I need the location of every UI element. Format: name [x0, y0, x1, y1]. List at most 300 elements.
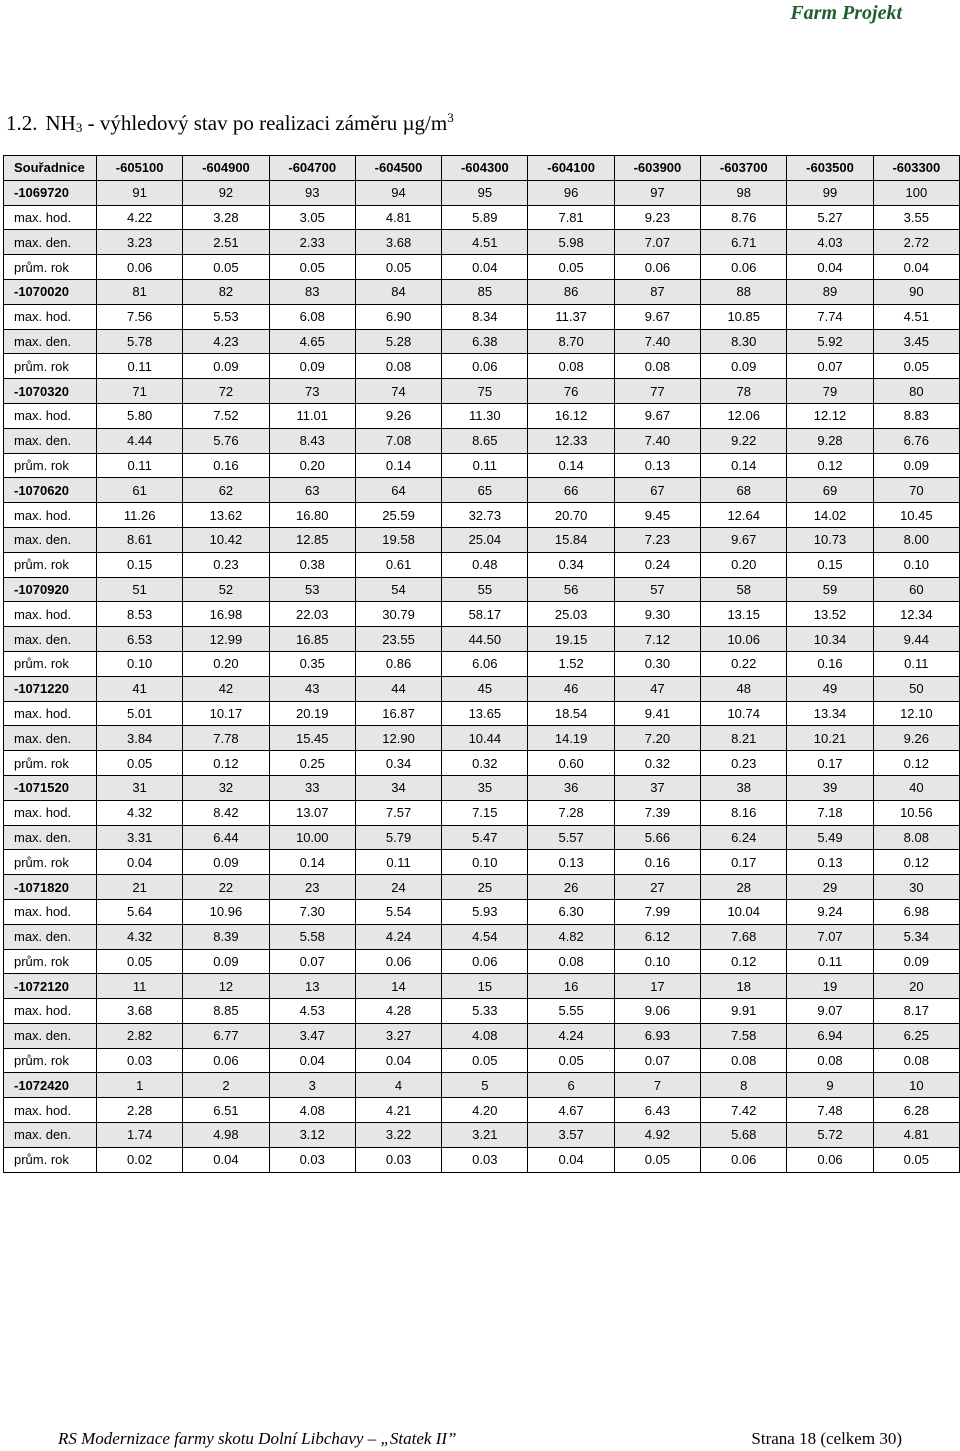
point-number-cell: 8	[701, 1073, 787, 1098]
value-cell: 3.47	[269, 1023, 355, 1048]
value-cell: 0.15	[787, 552, 873, 577]
value-cell: 3.45	[873, 329, 959, 354]
value-cell: 5.68	[701, 1123, 787, 1148]
value-cell: 0.05	[873, 354, 959, 379]
metric-label-cell: prům. rok	[4, 1048, 97, 1073]
value-cell: 0.09	[269, 354, 355, 379]
point-number-cell: 3	[269, 1073, 355, 1098]
point-number-cell: 10	[873, 1073, 959, 1098]
value-cell: 5.79	[355, 825, 441, 850]
value-cell: 0.08	[701, 1048, 787, 1073]
point-number-cell: 95	[442, 180, 528, 205]
value-cell: 4.98	[183, 1123, 269, 1148]
point-number-cell: 77	[614, 379, 700, 404]
point-number-cell: 72	[183, 379, 269, 404]
table-row	[4, 924, 960, 949]
metric-label-cell: max. hod.	[4, 1098, 97, 1123]
value-cell: 9.67	[614, 304, 700, 329]
value-cell: 2.28	[97, 1098, 183, 1123]
value-cell: 13.62	[183, 503, 269, 528]
value-cell: 0.10	[442, 850, 528, 875]
point-number-cell: 16	[528, 974, 614, 999]
value-cell: 0.11	[442, 453, 528, 478]
table-row	[4, 205, 960, 230]
value-cell: 0.09	[183, 949, 269, 974]
value-cell: 58.17	[442, 602, 528, 627]
value-cell: 9.28	[787, 428, 873, 453]
value-cell: 6.44	[183, 825, 269, 850]
value-cell: 0.05	[442, 1048, 528, 1073]
table-row	[4, 850, 960, 875]
value-cell: 6.08	[269, 304, 355, 329]
metric-label-cell: max. den.	[4, 1123, 97, 1148]
y-coord-cell: -1071820	[4, 875, 97, 900]
value-cell: 0.04	[528, 1147, 614, 1172]
value-cell: 12.10	[873, 701, 959, 726]
value-cell: 9.41	[614, 701, 700, 726]
value-cell: 5.80	[97, 403, 183, 428]
value-cell: 3.22	[355, 1123, 441, 1148]
value-cell: 7.74	[787, 304, 873, 329]
value-cell: 5.47	[442, 825, 528, 850]
point-number-cell: 87	[614, 279, 700, 304]
header-x-coord-cell: -604900	[183, 156, 269, 181]
point-number-cell: 60	[873, 577, 959, 602]
value-cell: 0.05	[614, 1147, 700, 1172]
value-cell: 7.42	[701, 1098, 787, 1123]
value-cell: 7.28	[528, 800, 614, 825]
value-cell: 25.59	[355, 503, 441, 528]
point-number-cell: 26	[528, 875, 614, 900]
point-number-cell: 68	[701, 478, 787, 503]
value-cell: 16.98	[183, 602, 269, 627]
point-number-cell: 94	[355, 180, 441, 205]
point-number-cell: 91	[97, 180, 183, 205]
value-cell: 13.65	[442, 701, 528, 726]
value-cell: 0.14	[269, 850, 355, 875]
table-row	[4, 602, 960, 627]
value-cell: 10.85	[701, 304, 787, 329]
metric-label-cell: max. hod.	[4, 899, 97, 924]
value-cell: 4.21	[355, 1098, 441, 1123]
concentration-table	[3, 155, 960, 1173]
value-cell: 10.74	[701, 701, 787, 726]
value-cell: 8.21	[701, 726, 787, 751]
point-number-cell: 47	[614, 676, 700, 701]
point-number-cell: 98	[701, 180, 787, 205]
section-title	[6, 110, 454, 136]
footer-page-number: Strana 18 (celkem 30)	[751, 1429, 902, 1448]
value-cell: 9.45	[614, 503, 700, 528]
value-cell: 0.17	[787, 751, 873, 776]
point-number-cell: 19	[787, 974, 873, 999]
value-cell: 10.21	[787, 726, 873, 751]
value-cell: 3.68	[97, 999, 183, 1024]
value-cell: 9.06	[614, 999, 700, 1024]
point-number-cell: 49	[787, 676, 873, 701]
value-cell: 12.34	[873, 602, 959, 627]
value-cell: 32.73	[442, 503, 528, 528]
value-cell: 4.51	[873, 304, 959, 329]
value-cell: 5.55	[528, 999, 614, 1024]
value-cell: 7.81	[528, 205, 614, 230]
table-row	[4, 1123, 960, 1148]
value-cell: 0.11	[97, 354, 183, 379]
value-cell: 0.22	[701, 651, 787, 676]
value-cell: 0.08	[614, 354, 700, 379]
value-cell: 0.04	[787, 255, 873, 280]
value-cell: 0.08	[528, 949, 614, 974]
point-number-cell: 80	[873, 379, 959, 404]
header-x-coord-cell: -603700	[701, 156, 787, 181]
table-header-row	[4, 156, 960, 181]
table-row	[4, 1048, 960, 1073]
value-cell: 4.28	[355, 999, 441, 1024]
value-cell: 11.30	[442, 403, 528, 428]
y-coord-cell: -1071220	[4, 676, 97, 701]
header-x-coord-cell: -604300	[442, 156, 528, 181]
value-cell: 5.66	[614, 825, 700, 850]
point-number-cell: 7	[614, 1073, 700, 1098]
value-cell: 0.16	[614, 850, 700, 875]
value-cell: 4.24	[528, 1023, 614, 1048]
value-cell: 19.15	[528, 627, 614, 652]
value-cell: 0.05	[183, 255, 269, 280]
value-cell: 0.12	[787, 453, 873, 478]
metric-label-cell: max. hod.	[4, 403, 97, 428]
point-number-cell: 89	[787, 279, 873, 304]
value-cell: 7.15	[442, 800, 528, 825]
value-cell: 0.10	[614, 949, 700, 974]
value-cell: 0.05	[873, 1147, 959, 1172]
metric-label-cell: max. den.	[4, 428, 97, 453]
value-cell: 8.30	[701, 329, 787, 354]
metric-label-cell: prům. rok	[4, 751, 97, 776]
point-number-cell: 64	[355, 478, 441, 503]
value-cell: 0.12	[873, 850, 959, 875]
point-number-cell: 40	[873, 775, 959, 800]
table-row	[4, 726, 960, 751]
y-coord-cell: -1070020	[4, 279, 97, 304]
point-number-cell: 82	[183, 279, 269, 304]
value-cell: 6.12	[614, 924, 700, 949]
value-cell: 0.04	[183, 1147, 269, 1172]
value-cell: 0.12	[183, 751, 269, 776]
point-number-cell: 39	[787, 775, 873, 800]
coordinate-row	[4, 577, 960, 602]
value-cell: 20.70	[528, 503, 614, 528]
value-cell: 5.34	[873, 924, 959, 949]
value-cell: 18.54	[528, 701, 614, 726]
value-cell: 0.86	[355, 651, 441, 676]
value-cell: 0.34	[528, 552, 614, 577]
table-row	[4, 899, 960, 924]
value-cell: 3.27	[355, 1023, 441, 1048]
value-cell: 6.28	[873, 1098, 959, 1123]
value-cell: 9.26	[355, 403, 441, 428]
value-cell: 6.30	[528, 899, 614, 924]
point-number-cell: 100	[873, 180, 959, 205]
value-cell: 44.50	[442, 627, 528, 652]
value-cell: 0.05	[269, 255, 355, 280]
value-cell: 9.07	[787, 999, 873, 1024]
value-cell: 0.16	[787, 651, 873, 676]
header-x-coord-cell: -604700	[269, 156, 355, 181]
value-cell: 6.51	[183, 1098, 269, 1123]
value-cell: 0.04	[355, 1048, 441, 1073]
metric-label-cell: max. den.	[4, 527, 97, 552]
value-cell: 2.72	[873, 230, 959, 255]
value-cell: 8.70	[528, 329, 614, 354]
value-cell: 16.80	[269, 503, 355, 528]
value-cell: 0.12	[873, 751, 959, 776]
point-number-cell: 35	[442, 775, 528, 800]
point-number-cell: 86	[528, 279, 614, 304]
title-subscript: 3	[75, 120, 83, 135]
point-number-cell: 74	[355, 379, 441, 404]
title-text: - výhledový stav po realizaci záměru µg/m	[82, 111, 448, 135]
value-cell: 9.91	[701, 999, 787, 1024]
metric-label-cell: prům. rok	[4, 850, 97, 875]
point-number-cell: 6	[528, 1073, 614, 1098]
value-cell: 7.68	[701, 924, 787, 949]
point-number-cell: 88	[701, 279, 787, 304]
y-coord-cell: -1071520	[4, 775, 97, 800]
header-label-cell: Souřadnice	[4, 156, 97, 181]
table-row	[4, 651, 960, 676]
value-cell: 10.17	[183, 701, 269, 726]
value-cell: 12.12	[787, 403, 873, 428]
value-cell: 1.74	[97, 1123, 183, 1148]
value-cell: 4.81	[873, 1123, 959, 1148]
point-number-cell: 48	[701, 676, 787, 701]
point-number-cell: 69	[787, 478, 873, 503]
value-cell: 5.92	[787, 329, 873, 354]
value-cell: 0.06	[97, 255, 183, 280]
value-cell: 3.23	[97, 230, 183, 255]
value-cell: 7.48	[787, 1098, 873, 1123]
table-row	[4, 627, 960, 652]
value-cell: 4.24	[355, 924, 441, 949]
value-cell: 6.71	[701, 230, 787, 255]
metric-label-cell: max. hod.	[4, 304, 97, 329]
table-row	[4, 800, 960, 825]
point-number-cell: 63	[269, 478, 355, 503]
value-cell: 4.53	[269, 999, 355, 1024]
value-cell: 3.28	[183, 205, 269, 230]
value-cell: 7.99	[614, 899, 700, 924]
value-cell: 7.39	[614, 800, 700, 825]
metric-label-cell: prům. rok	[4, 651, 97, 676]
point-number-cell: 32	[183, 775, 269, 800]
point-number-cell: 42	[183, 676, 269, 701]
value-cell: 5.27	[787, 205, 873, 230]
value-cell: 10.06	[701, 627, 787, 652]
value-cell: 5.72	[787, 1123, 873, 1148]
value-cell: 0.13	[787, 850, 873, 875]
point-number-cell: 51	[97, 577, 183, 602]
point-number-cell: 44	[355, 676, 441, 701]
value-cell: 0.06	[701, 255, 787, 280]
value-cell: 7.56	[97, 304, 183, 329]
value-cell: 0.09	[873, 453, 959, 478]
value-cell: 3.31	[97, 825, 183, 850]
value-cell: 6.94	[787, 1023, 873, 1048]
point-number-cell: 45	[442, 676, 528, 701]
value-cell: 6.43	[614, 1098, 700, 1123]
value-cell: 5.78	[97, 329, 183, 354]
value-cell: 0.10	[873, 552, 959, 577]
value-cell: 8.43	[269, 428, 355, 453]
table-row	[4, 552, 960, 577]
table-row	[4, 825, 960, 850]
value-cell: 0.09	[183, 354, 269, 379]
point-number-cell: 65	[442, 478, 528, 503]
value-cell: 4.51	[442, 230, 528, 255]
value-cell: 12.90	[355, 726, 441, 751]
table-row	[4, 949, 960, 974]
value-cell: 0.03	[97, 1048, 183, 1073]
point-number-cell: 2	[183, 1073, 269, 1098]
table-body	[4, 156, 960, 1173]
metric-label-cell: prům. rok	[4, 453, 97, 478]
coordinate-row	[4, 1073, 960, 1098]
value-cell: 8.16	[701, 800, 787, 825]
value-cell: 5.53	[183, 304, 269, 329]
header-brand: Farm Projekt	[790, 2, 902, 24]
value-cell: 10.56	[873, 800, 959, 825]
metric-label-cell: prům. rok	[4, 1147, 97, 1172]
value-cell: 7.20	[614, 726, 700, 751]
section-number: 1.2.	[6, 111, 38, 135]
value-cell: 9.67	[701, 527, 787, 552]
value-cell: 4.32	[97, 800, 183, 825]
coordinate-row	[4, 974, 960, 999]
value-cell: 0.07	[787, 354, 873, 379]
coordinate-row	[4, 676, 960, 701]
value-cell: 12.33	[528, 428, 614, 453]
metric-label-cell: max. den.	[4, 1023, 97, 1048]
point-number-cell: 83	[269, 279, 355, 304]
table-row	[4, 354, 960, 379]
value-cell: 16.87	[355, 701, 441, 726]
value-cell: 0.20	[269, 453, 355, 478]
point-number-cell: 79	[787, 379, 873, 404]
value-cell: 4.32	[97, 924, 183, 949]
point-number-cell: 93	[269, 180, 355, 205]
value-cell: 6.90	[355, 304, 441, 329]
point-number-cell: 76	[528, 379, 614, 404]
value-cell: 5.01	[97, 701, 183, 726]
metric-label-cell: prům. rok	[4, 255, 97, 280]
value-cell: 0.06	[183, 1048, 269, 1073]
value-cell: 0.09	[183, 850, 269, 875]
point-number-cell: 23	[269, 875, 355, 900]
value-cell: 8.17	[873, 999, 959, 1024]
value-cell: 7.07	[614, 230, 700, 255]
point-number-cell: 15	[442, 974, 528, 999]
value-cell: 0.12	[701, 949, 787, 974]
value-cell: 2.51	[183, 230, 269, 255]
value-cell: 6.77	[183, 1023, 269, 1048]
value-cell: 0.25	[269, 751, 355, 776]
value-cell: 0.48	[442, 552, 528, 577]
value-cell: 1.52	[528, 651, 614, 676]
metric-label-cell: max. hod.	[4, 205, 97, 230]
table-row	[4, 1098, 960, 1123]
value-cell: 7.57	[355, 800, 441, 825]
value-cell: 0.04	[97, 850, 183, 875]
metric-label-cell: prům. rok	[4, 552, 97, 577]
point-number-cell: 31	[97, 775, 183, 800]
value-cell: 20.19	[269, 701, 355, 726]
value-cell: 10.45	[873, 503, 959, 528]
value-cell: 0.14	[701, 453, 787, 478]
value-cell: 5.57	[528, 825, 614, 850]
value-cell: 6.53	[97, 627, 183, 652]
value-cell: 8.39	[183, 924, 269, 949]
value-cell: 0.32	[614, 751, 700, 776]
value-cell: 12.99	[183, 627, 269, 652]
value-cell: 15.45	[269, 726, 355, 751]
table-row	[4, 453, 960, 478]
value-cell: 4.22	[97, 205, 183, 230]
point-number-cell: 75	[442, 379, 528, 404]
metric-label-cell: max. hod.	[4, 999, 97, 1024]
value-cell: 6.25	[873, 1023, 959, 1048]
point-number-cell: 71	[97, 379, 183, 404]
point-number-cell: 27	[614, 875, 700, 900]
value-cell: 9.44	[873, 627, 959, 652]
value-cell: 0.05	[97, 949, 183, 974]
value-cell: 22.03	[269, 602, 355, 627]
metric-label-cell: max. hod.	[4, 701, 97, 726]
value-cell: 2.33	[269, 230, 355, 255]
value-cell: 0.32	[442, 751, 528, 776]
title-formula: NH	[45, 111, 76, 135]
value-cell: 7.30	[269, 899, 355, 924]
value-cell: 0.02	[97, 1147, 183, 1172]
point-number-cell: 54	[355, 577, 441, 602]
point-number-cell: 52	[183, 577, 269, 602]
value-cell: 5.49	[787, 825, 873, 850]
y-coord-cell: -1072420	[4, 1073, 97, 1098]
value-cell: 9.67	[614, 403, 700, 428]
metric-label-cell: max. hod.	[4, 503, 97, 528]
value-cell: 0.38	[269, 552, 355, 577]
value-cell: 4.44	[97, 428, 183, 453]
point-number-cell: 13	[269, 974, 355, 999]
value-cell: 4.08	[442, 1023, 528, 1048]
coordinate-row	[4, 875, 960, 900]
value-cell: 10.00	[269, 825, 355, 850]
value-cell: 0.11	[97, 453, 183, 478]
value-cell: 0.04	[442, 255, 528, 280]
point-number-cell: 90	[873, 279, 959, 304]
value-cell: 4.08	[269, 1098, 355, 1123]
metric-label-cell: max. den.	[4, 924, 97, 949]
value-cell: 5.93	[442, 899, 528, 924]
y-coord-cell: -1070920	[4, 577, 97, 602]
value-cell: 14.19	[528, 726, 614, 751]
point-number-cell: 37	[614, 775, 700, 800]
table-row	[4, 751, 960, 776]
point-number-cell: 33	[269, 775, 355, 800]
value-cell: 4.92	[614, 1123, 700, 1148]
header-x-coord-cell: -603300	[873, 156, 959, 181]
table-row	[4, 403, 960, 428]
table-row	[4, 1023, 960, 1048]
